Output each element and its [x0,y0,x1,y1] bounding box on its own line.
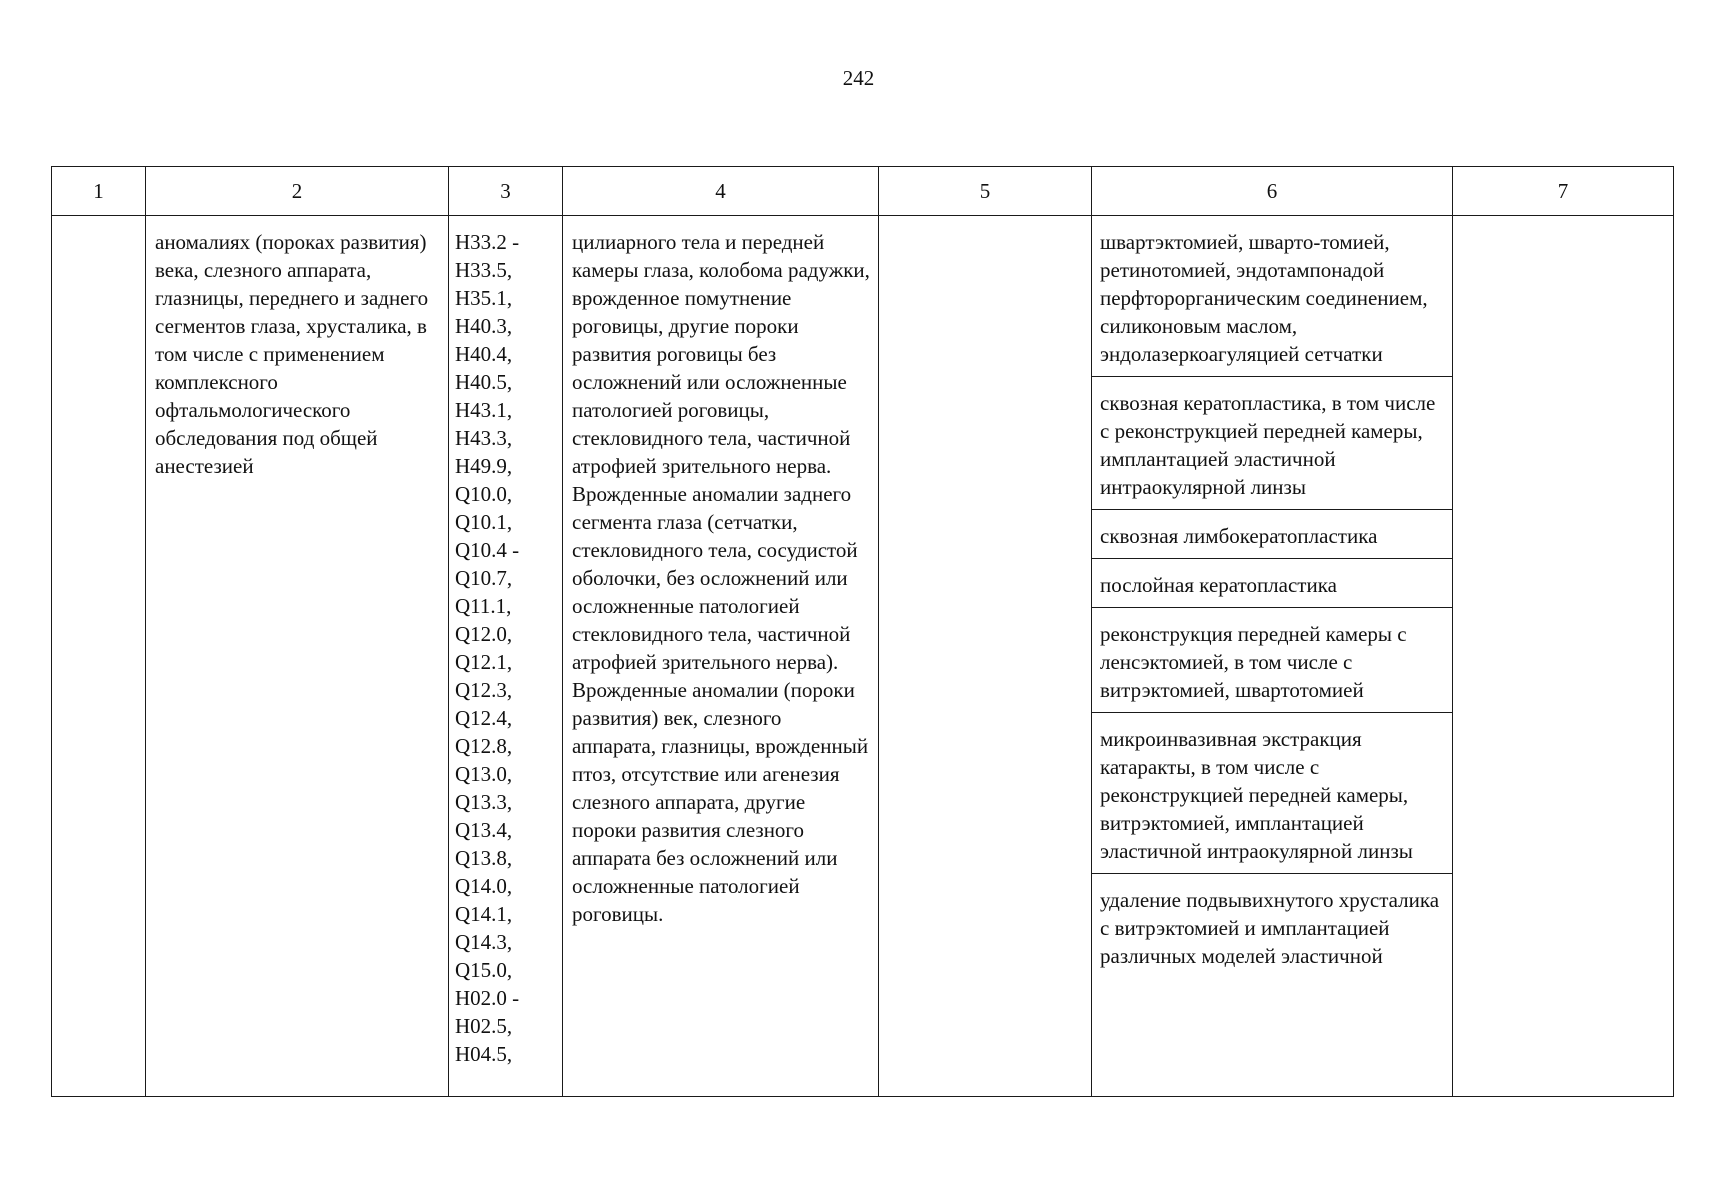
icd-code: H33.5, [455,258,513,282]
cell-col4 [563,216,879,1097]
column-header-3: 3 [449,167,563,216]
treatment-methods-list [1092,216,1452,1096]
column-header-7: 7 [1453,167,1674,216]
column-header-2: 2 [146,167,449,216]
icd-code: H40.3, [455,314,513,338]
cell-col5 [879,216,1092,1097]
cell-col6 [1092,216,1453,1097]
icd-code: Q10.1, [455,510,513,534]
treatment-method-item: сквозная кератопластика, в том числе с реконструкцией передней камеры, имплантацией эластичной интраокулярной линзы [1092,377,1452,510]
icd-code: Q12.1, [455,650,513,674]
column-header-4: 4 [563,167,879,216]
icd-code: Q12.3, [455,678,513,702]
icd-code: H43.1, [455,398,513,422]
cell-col1 [52,216,146,1097]
diagnosis-description-text: цилиарного тела и передней камеры глаза, колобома радужки, врожденное помутнение роговицы, другие пороки развития роговицы без осложнений или осложненные патологией роговицы, стекловидного тела, частичной атрофией зрительного нерва. Врожденные аномалии заднего сегмента глаза (сетчатки, стекловидного тела, сосудистой оболочки, без осложнений или осложненные патологией стекловидного тела, частичной атрофией зрительного нерва). Врожденные аномалии (пороки развития) век, слезного аппарата, глазницы, врожденный птоз, отсутствие или агенезия слезного аппарата, другие пороки развития слезного аппарата без осложнений или осложненные патологией роговицы. [572,230,870,926]
icd-code: H40.5, [455,370,513,394]
treatment-method-item: микроинвазивная экстракция катаракты, в том числе с реконструкцией передней камеры, витрэктомией, имплантацией эластичной интраокулярной линзы [1092,713,1452,874]
icd-code: H02.0 - [455,986,520,1010]
icd-code: Q13.4, [455,818,513,842]
header-row [52,167,1674,216]
treatment-method-item: послойная кератопластика [1092,559,1452,608]
page-number: 242 [842,66,875,90]
icd-code: Q15.0, [455,958,513,982]
column-header-6: 6 [1092,167,1453,216]
icd-code: Q12.0, [455,622,513,646]
icd-code: Q12.4, [455,706,513,730]
cell-col1-text [52,216,145,228]
cell-col2 [146,216,449,1097]
icd-code: H33.2 - [455,230,520,254]
icd-code: Q10.7, [455,566,513,590]
medical-care-table [51,166,1674,1097]
icd-code: Q13.8, [455,846,513,870]
icd-code: H49.9, [455,454,513,478]
icd-code: Q13.3, [455,790,513,814]
icd-code: H43.3, [455,426,513,450]
cell-col7-text [1453,216,1673,228]
icd-code: Q13.0, [455,762,513,786]
column-header-1: 1 [52,167,146,216]
treatment-method-item: реконструкция передней камеры с ленсэктомией, в том числе с витрэктомией, швартотомией [1092,608,1452,713]
cell-col7 [1453,216,1674,1097]
icd-code: Q12.8, [455,734,513,758]
icd-code: H40.4, [455,342,513,366]
disease-group-text: аномалиях (пороках развития) века, слезного аппарата, глазницы, переднего и заднего сегментов глаза, хрусталика, в том числе с применением комплексного офтальмологического обследования под общей анестезией [155,230,429,478]
icd-code: Q14.1, [455,902,513,926]
table-row [52,216,1674,1097]
treatment-method-item: швартэктомией, шварто-томией, ретинотомией, эндотампонадой перфторорганическим соединением, силиконовым маслом, эндолазеркоагуляцией сетчатки [1092,216,1452,377]
icd-code: H35.1, [455,286,513,310]
icd-code: Q14.0, [455,874,513,898]
icd-codes-list [449,216,562,1068]
cell-col3 [449,216,563,1097]
icd-code: H04.5, [455,1042,513,1066]
column-header-5: 5 [879,167,1092,216]
icd-code: Q14.3, [455,930,513,954]
icd-code: Q11.1, [455,594,512,618]
icd-code: H02.5, [455,1014,513,1038]
cell-col5-text [879,216,1091,228]
treatment-method-item: удаление подвывихнутого хрусталика с витрэктомией и имплантацией различных моделей эластичной [1100,888,1440,968]
icd-code: Q10.4 - [455,538,520,562]
icd-code: Q10.0, [455,482,513,506]
treatment-method-item: сквозная лимбокератопластика [1092,510,1452,559]
